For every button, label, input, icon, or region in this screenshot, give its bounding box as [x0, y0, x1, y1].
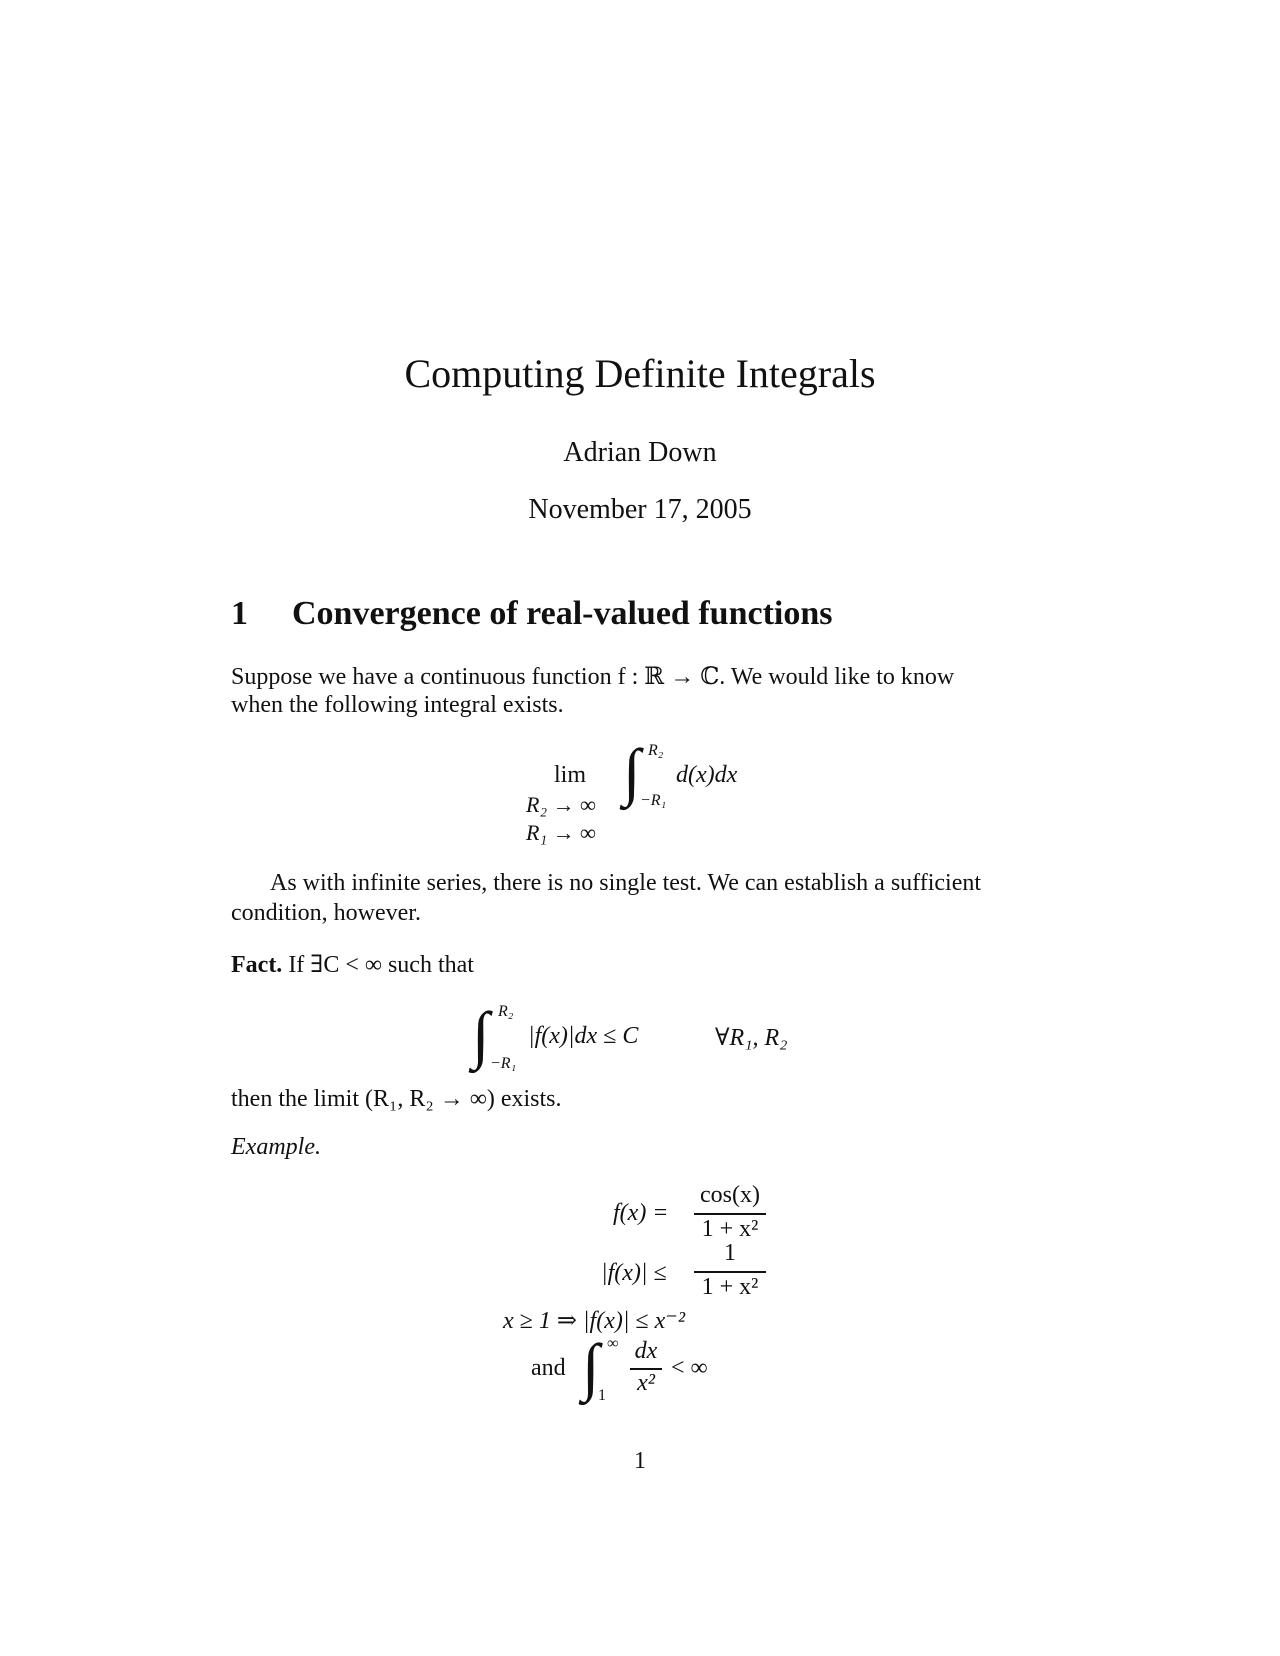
row-1-numerator: cos(x)	[700, 1182, 760, 1208]
integral-sign: ∫	[582, 1331, 600, 1402]
author-name: Adrian Down	[563, 437, 717, 468]
lim-subscript-1: R₂ → ∞	[526, 792, 596, 817]
row-2-fraction-bar	[694, 1271, 766, 1273]
lim-operator: lim	[554, 762, 587, 788]
fact-label: Fact.	[231, 952, 283, 978]
paper-date: November 17, 2005	[528, 494, 752, 525]
paragraph-1-line-2: when the following integral exists.	[231, 692, 564, 718]
row-1-fraction-bar	[694, 1213, 766, 1215]
section-title: Convergence of real-valued functions	[292, 595, 833, 632]
row-4-denominator: x²	[637, 1370, 655, 1396]
lim-subscript-2: R₁ → ∞	[526, 820, 596, 845]
row-2-lhs: |f(x)| ≤	[601, 1260, 667, 1286]
paper-title: Computing Definite Integrals	[404, 351, 876, 396]
row-4-and: and	[531, 1355, 566, 1381]
integral-sign: ∫	[623, 736, 641, 807]
integral-upper-limit: R₂	[648, 742, 664, 759]
row-4-numerator: dx	[634, 1338, 658, 1364]
integral-lower-limit: −R₁	[640, 792, 667, 809]
paragraph-2-line-2: condition, however.	[231, 900, 421, 926]
row-1-lhs: f(x) =	[613, 1200, 669, 1226]
row-4-rhs: < ∞	[671, 1355, 708, 1381]
paragraph-1-line-1: Suppose we have a continuous function f : ℝ → ℂ. We would like to know	[231, 664, 955, 690]
integral-upper-limit: R₂	[498, 1003, 514, 1020]
integrand: d(x)dx	[676, 762, 738, 788]
integral-sign: ∫	[472, 999, 490, 1070]
for-all-clause: ∀R₁, R₂	[715, 1025, 788, 1051]
fact-statement	[231, 950, 474, 979]
paragraph-2-line-1: As with infinite series, there is no single test. We can establish a sufficient	[270, 870, 982, 896]
conclusion-text: then the limit (R₁, R₂ → ∞) exists.	[231, 1086, 562, 1112]
row-2-numerator: 1	[724, 1240, 736, 1266]
integral-lower-limit: −R₁	[490, 1055, 517, 1072]
row-1-denominator: 1 + x²	[701, 1216, 759, 1242]
fact-text: If ∃C < ∞ such that	[288, 952, 474, 978]
integral-lower-limit: 1	[598, 1387, 606, 1404]
integrand-inequality: |f(x)|dx ≤ C	[528, 1023, 639, 1049]
page-number: 1	[634, 1448, 646, 1474]
row-3: x ≥ 1 ⇒ |f(x)| ≤ x⁻²	[503, 1308, 686, 1334]
example-label: Example.	[231, 1134, 321, 1160]
section-number: 1	[231, 595, 248, 632]
integral-upper-limit: ∞	[607, 1335, 619, 1352]
row-2-denominator: 1 + x²	[701, 1274, 759, 1300]
